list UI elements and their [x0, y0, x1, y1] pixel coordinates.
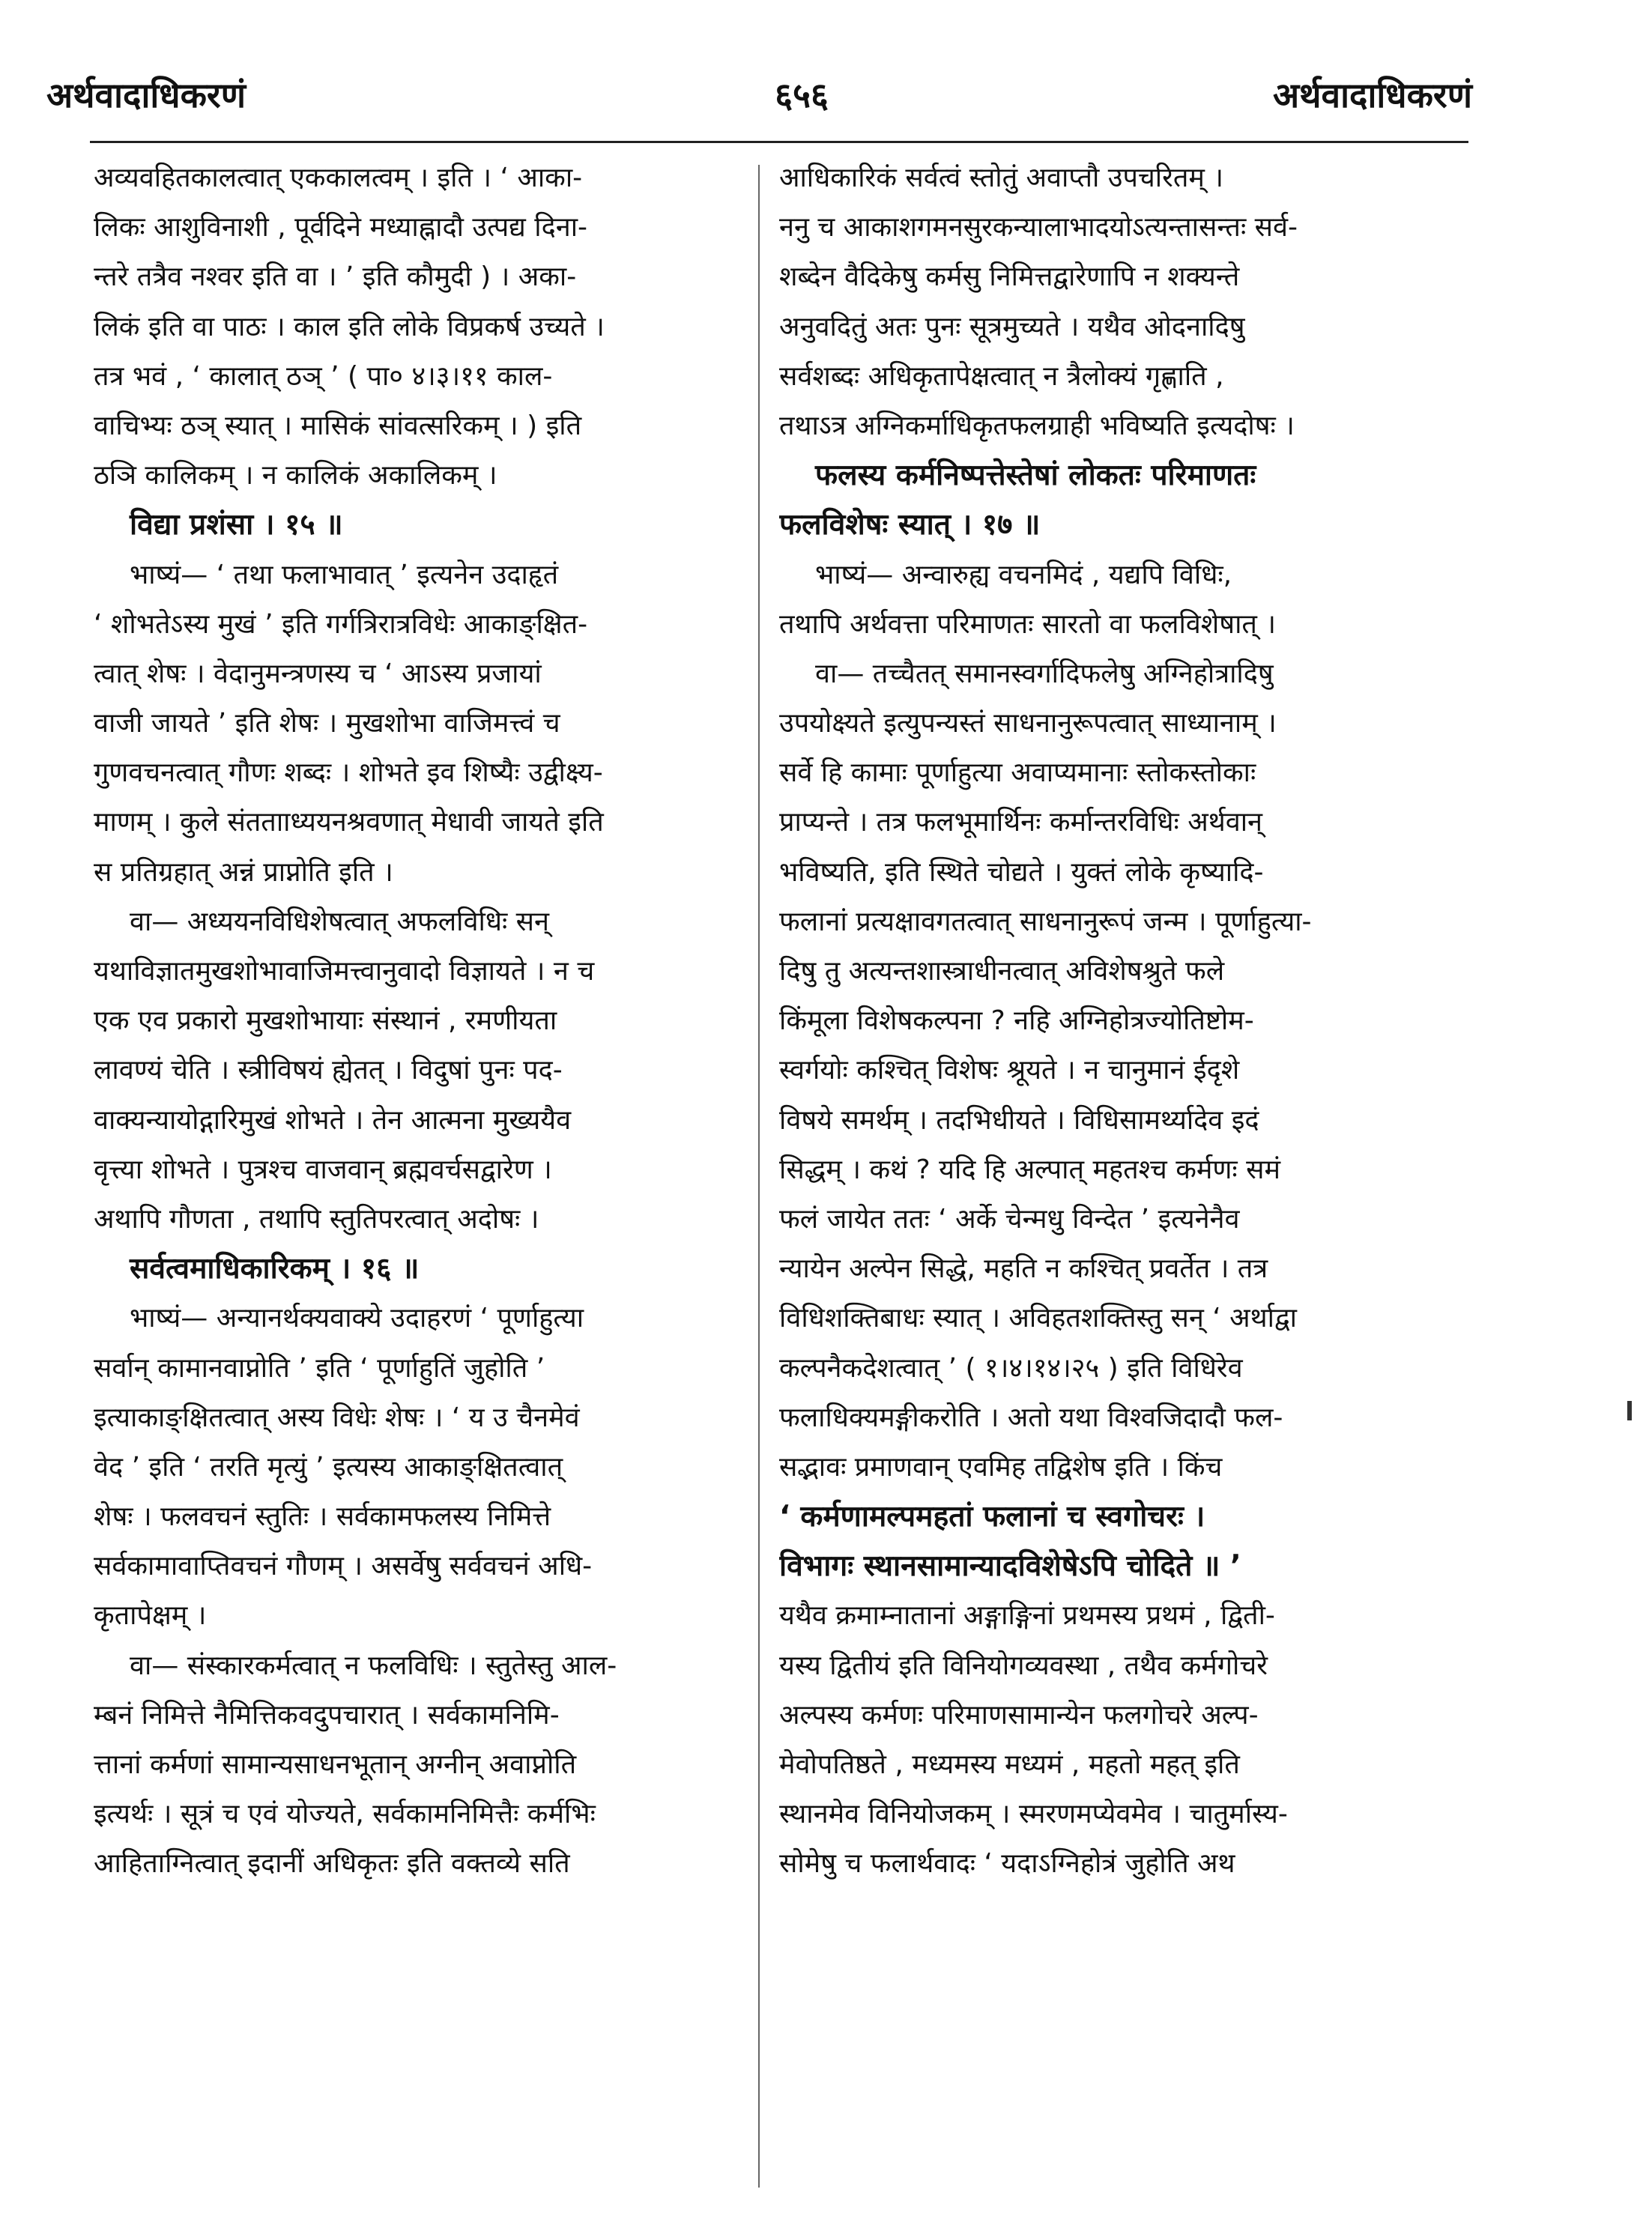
text-line: न्तरे तत्रैव नश्वर इति वा । ’ इति कौमुदी ) । अका-: [94, 261, 577, 293]
quoted-verse: विभागः स्थानसामान्यादविशेषेऽपि चोदिते ॥ ’: [779, 1549, 1241, 1584]
sutra-heading: सर्वत्वमाधिकारिकम् । १६ ॥: [130, 1252, 420, 1286]
quoted-verse: ‘ कर्मणामल्पमहतां फलानां च स्वगोचरः ।: [779, 1500, 1205, 1534]
text-line: अथापि गौणता , तथापि स्तुतिपरत्वात् अदोषः ।: [94, 1203, 539, 1235]
text-line: ठञि कालिकम् । न कालिकं अकालिकम् ।: [94, 460, 497, 491]
text-line: प्राप्यन्ते । तत्र फलभूमार्थिनः कर्मान्तरविधिः अर्थवान्: [779, 807, 1263, 838]
right-column: [779, 154, 1453, 1889]
text-line: आहिताग्नित्वात् इदानीं अधिकृतः इति वक्तव्ये सति: [94, 1848, 570, 1880]
text-line: अनुवदितुं अतः पुनः सूत्रमुच्यते । यथैव ओदनादिषु: [779, 311, 1245, 342]
text-line: फलानां प्रत्यक्षावगतत्वात् साधनानुरूपं जन्म । पूर्णाहुत्या-: [779, 906, 1312, 937]
text-line: तथाऽत्र अग्निकर्माधिकृतफलग्राही भविष्यति इत्यदोषः ।: [779, 410, 1295, 441]
sutra-heading: फलस्य कर्मनिष्पत्तेस्तेषां लोकतः परिमाणतः: [815, 458, 1256, 493]
text-line: ‘ शोभतेऽस्य मुखं ’ इति गर्गत्रिरात्रविधेः आकाङ्क्षित-: [94, 608, 588, 640]
text-line: दिषु तु अत्यन्तशास्त्राधीनत्वात् अविशेषश्रुते फले: [779, 956, 1225, 987]
text-line: फलाधिक्यमङ्गीकरोति । अतो यथा विश्वजिदादौ फल-: [779, 1402, 1283, 1433]
text-line: भाष्यं— अन्वारुह्य वचनमिदं , यद्यपि विधिः,: [815, 559, 1232, 590]
text-line: सर्वे हि कामाः पूर्णाहुत्या अवाप्यमानाः स्तोकस्तोकाः: [779, 757, 1256, 789]
text-line: ननु च आकाशगमनसुरकन्यालाभादयोऽत्यन्तासन्तः सर्व-: [779, 212, 1298, 243]
text-line: यथाविज्ञातमुखशोभावाजिमत्त्वानुवादो विज्ञायते । न च: [94, 956, 595, 987]
text-line: शेषः । फलवचनं स्तुतिः । सर्वकामफलस्य निमित्ते: [94, 1501, 551, 1533]
text-line: वा— संस्कारकर्मत्वात् न फलविधिः । स्तुतेस्तु आल-: [130, 1650, 617, 1681]
text-line: भविष्यति, इति स्थिते चोद्यते । युक्तं लोके कृष्यादि-: [779, 856, 1264, 888]
text-line: यस्य द्वितीयं इति विनियोगव्यवस्था , तथैव कर्मगोचरे: [779, 1650, 1268, 1681]
text-line: उपयोक्ष्यते इत्युपन्यस्तं साधनानुरूपत्वात् साध्यानाम् ।: [779, 708, 1277, 739]
text-line: कृतापेक्षम् ।: [94, 1600, 207, 1632]
text-line: कल्पनैकदेशत्वात् ’ ( १।४।१४।२५ ) इति विधिरेव: [779, 1352, 1243, 1384]
text-line: म्बनं निमित्ते नैमित्तिकवदुपचारात् । सर्वकामनिमि-: [94, 1699, 560, 1731]
text-line: वा— अध्ययनविधिशेषत्वात् अफलविधिः सन्: [130, 906, 550, 937]
text-line: विषये समर्थम् । तदभिधीयते । विधिसामर्थ्यादेव इदं: [779, 1104, 1259, 1136]
text-line: त्वात् शेषः । वेदानुमन्त्रणस्य च ‘ आऽस्य प्रजायां: [94, 658, 542, 689]
text-line: तथापि अर्थवत्ता परिमाणतः सारतो वा फलविशेषात् ।: [779, 608, 1277, 640]
text-line: आधिकारिकं सर्वत्वं स्तोतुं अवाप्तौ उपचरितम् ।: [779, 163, 1223, 193]
text-line: स प्रतिग्रहात् अन्नं प्राप्नोति इति ।: [94, 856, 393, 888]
text-line: वेद ’ इति ‘ तरति मृत्युं ’ इत्यस्य आकाङ्क्षितत्वात्: [94, 1451, 563, 1483]
page-header: [0, 71, 1652, 139]
text-line: वृत्त्या शोभते । पुत्रश्च वाजवान् ब्रह्मवर्चसद्वारेण ।: [94, 1154, 552, 1185]
text-line: स्वर्गयोः कश्चित् विशेषः श्रूयते । न चानुमानं ईदृशे: [779, 1055, 1240, 1086]
text-line: लिकः आशुविनाशी , पूर्वदिने मध्याह्नादौ उत्पद्य दिना-: [94, 212, 588, 243]
text-line: सोमेषु च फलार्थवादः ‘ यदाऽग्निहोत्रं जुहोति अथ: [779, 1848, 1235, 1880]
margin-mark: [1627, 1401, 1632, 1420]
text-line: त्तानां कर्मणां सामान्यसाधनभूतान् अग्नीन् अवाप्नोति: [94, 1749, 577, 1780]
text-line: इत्यर्थः । सूत्रं च एवं योज्यते, सर्वकामनिमित्तैः कर्मभिः: [94, 1799, 596, 1830]
text-line: सर्वान् कामानवाप्नोति ’ इति ‘ पूर्णाहुतिं जुहोति ’: [94, 1352, 545, 1384]
text-line: भाष्यं— ‘ तथा फलाभावात् ’ इत्यनेन उदाहृतं: [130, 559, 559, 590]
text-line: मेवोपतिष्ठते , मध्यमस्य मध्यमं , महतो महत् इति: [779, 1749, 1240, 1780]
text-line: सर्वकामावाप्तिवचनं गौणम् । असर्वेषु सर्ववचनं अधि-: [94, 1551, 593, 1582]
text-line: सर्वशब्दः अधिकृतापेक्षत्वात् न त्रैलोक्यं गृह्णाति ,: [779, 360, 1224, 392]
text-line: वाचिभ्यः ठञ् स्यात् । मासिकं सांवत्सरिकम् । ) इति: [94, 410, 582, 441]
page-number: ६५६: [775, 75, 829, 115]
text-line: वा— तच्चैतत् समानस्वर्गादिफलेषु अग्निहोत्रादिषु: [815, 658, 1274, 689]
text-line: स्थानमेव विनियोजकम् । स्मरणमप्येवमेव । चातुर्मास्य-: [779, 1799, 1288, 1830]
text-line: फलं जायेत ततः ‘ अर्के चेन्मधु विन्देत ’ इत्यनेनैव: [779, 1203, 1240, 1235]
text-line: न्यायेन अल्पेन सिद्धे, महति न कश्चित् प्रवर्तेत । तत्र: [779, 1253, 1268, 1285]
sutra-heading: विद्या प्रशंसा । १५ ॥: [130, 508, 343, 542]
text-line: लिकं इति वा पाठः । काल इति लोके विप्रकर्ष उच्यते ।: [94, 311, 605, 342]
text-line: लावण्यं चेति । स्त्रीविषयं ह्येतत् । विदुषां पुनः पद-: [94, 1055, 563, 1086]
text-line: वाजी जायते ’ इति शेषः । मुखशोभा वाजिमत्त्वं च: [94, 708, 560, 739]
text-line: एक एव प्रकारो मुखशोभायाः संस्थानं , रमणीयता: [94, 1005, 557, 1037]
text-line: अव्यवहितकालत्वात् एककालत्वम् । इति । ‘ आका-: [94, 163, 583, 193]
left-column: [94, 154, 760, 1889]
sutra-heading: फलविशेषः स्यात् । १७ ॥: [779, 508, 1041, 542]
running-title-right: अर्थवादाधिकरणं: [1273, 75, 1472, 115]
text-line: विधिशक्तिबाधः स्यात् । अविहतशक्तिस्तु सन् ‘ अर्थाद्वा: [779, 1303, 1297, 1334]
text-line: शब्देन वैदिकेषु कर्मसु निमित्तद्वारेणापि न शक्यन्ते: [779, 261, 1240, 293]
header-rule: [90, 141, 1468, 143]
text-line: इत्याकाङ्क्षितत्वात् अस्य विधेः शेषः । ‘ य उ चैनमेवं: [94, 1402, 580, 1433]
text-line: गुणवचनत्वात् गौणः शब्दः । शोभते इव शिष्यैः उद्वीक्ष्य-: [94, 757, 603, 789]
text-line: यथैव क्रमाम्नातानां अङ्गाङ्गिनां प्रथमस्य प्रथमं , द्विती-: [779, 1600, 1275, 1632]
text-line: वाक्यन्यायोद्गारिमुखं शोभते । तेन आत्मना मुख्ययैव: [94, 1104, 572, 1136]
text-line: सद्भावः प्रमाणवान् एवमिह तद्विशेष इति । किंच: [779, 1451, 1223, 1483]
text-line: भाष्यं— अन्यानर्थक्यवाक्ये उदाहरणं ‘ पूर्णाहुत्या: [130, 1303, 584, 1334]
text-line: सिद्धम् । कथं ? यदि हि अल्पात् महतश्च कर्मणः समं: [779, 1154, 1281, 1185]
text-line: अल्पस्य कर्मणः परिमाणसामान्येन फलगोचरे अल्प-: [779, 1699, 1259, 1731]
text-line: माणम् । कुले संततााध्ययनश्रवणात् मेधावी जायते इति: [94, 807, 604, 838]
text-line: तत्र भवं , ‘ कालात् ठञ् ’ ( पा० ४।३।११ काल-: [94, 360, 553, 392]
column-divider: [758, 165, 760, 2188]
running-title-left: अर्थवादाधिकरणं: [46, 75, 246, 115]
text-line: किंमूला विशेषकल्पना ? नहि अग्निहोत्रज्योतिष्टोम-: [779, 1005, 1254, 1037]
